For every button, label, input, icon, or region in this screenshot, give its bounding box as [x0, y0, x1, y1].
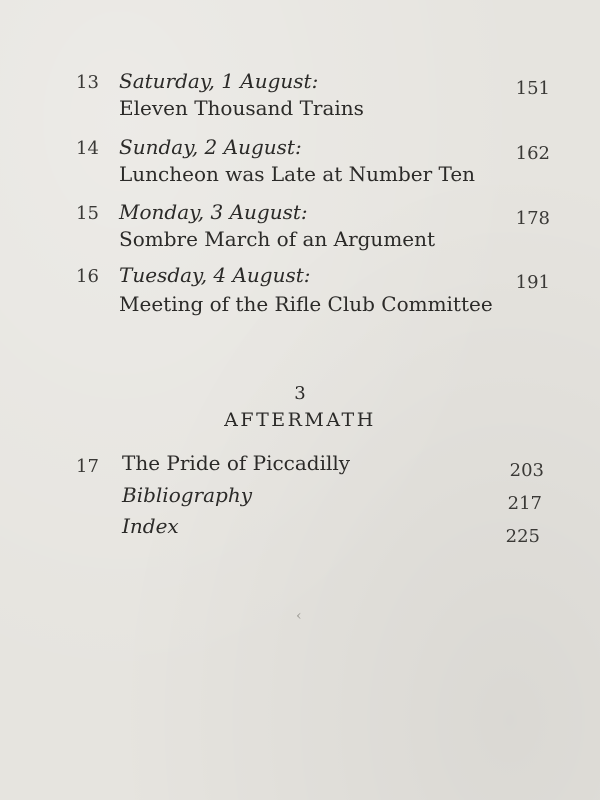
- chapter-number: 16: [76, 266, 99, 287]
- stray-mark: ‹: [296, 608, 302, 624]
- part-number: 3: [294, 383, 306, 404]
- chapter-title: Sombre March of an Argument: [119, 227, 436, 251]
- chapter-page: 178: [515, 208, 550, 229]
- back-matter-page: 217: [507, 493, 542, 514]
- chapter-title: Meeting of the Rifle Club Committee: [119, 292, 493, 316]
- part-title: AFTERMATH: [224, 409, 376, 431]
- chapter-page: 191: [515, 272, 550, 293]
- chapter-number: 14: [76, 138, 99, 159]
- chapter-page: 151: [515, 78, 550, 99]
- back-matter-page: 225: [505, 526, 540, 547]
- chapter-day: Monday, 3 August:: [119, 200, 308, 224]
- chapter-day: Sunday, 2 August:: [119, 135, 302, 159]
- chapter-title: Luncheon was Late at Number Ten: [119, 162, 476, 186]
- chapter-title: Eleven Thousand Trains: [119, 96, 364, 120]
- chapter-page: 203: [509, 460, 544, 481]
- chapter-day: Tuesday, 4 August:: [119, 263, 311, 287]
- chapter-number: 15: [76, 203, 99, 224]
- chapter-title: The Pride of Piccadilly: [122, 451, 351, 475]
- chapter-number: 17: [76, 456, 99, 477]
- chapter-day: Saturday, 1 August:: [119, 69, 319, 93]
- back-matter-title: Bibliography: [122, 483, 252, 507]
- chapter-page: 162: [515, 143, 550, 164]
- back-matter-title: Index: [122, 514, 179, 538]
- chapter-number: 13: [76, 72, 99, 93]
